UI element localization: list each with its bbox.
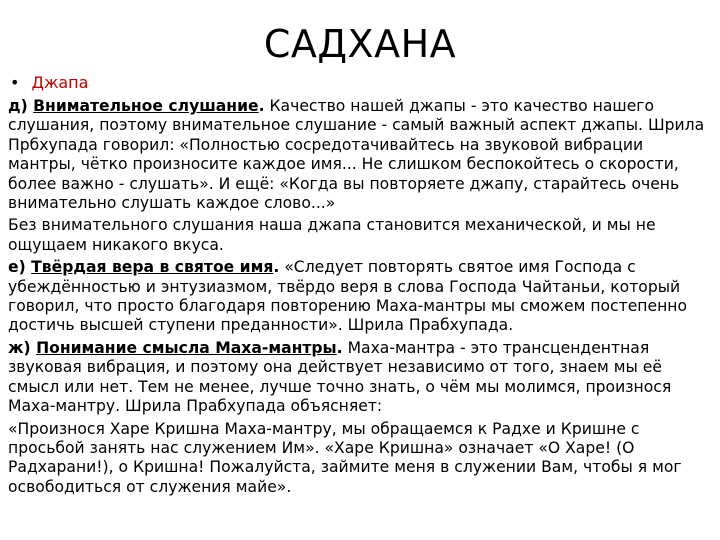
paragraph-text: «Произнося Харе Кришна Маха-мантру, мы обращаемся к Радхе и Кришне с просьбой занять нас служением Им». «Харе Кришна» означает «О Харе! (О Радхарани!), о Кришна! Пожалуйста, займите меня в служении Вам, чтобы я мог освободиться от служения майе».: [8, 419, 682, 496]
section-heading: Внимательное слушание: [33, 97, 259, 115]
section-heading: Твёрдая вера в святое имя: [31, 258, 274, 277]
paragraph-text: Маха-мантра - это трансцендентная звуковая вибрация, и поэтому она действует независимо от того, знаем мы её смысл или нет. Тем не менее, лучше точно знать, о чём мы молимся, произнося Маха-мантру. Шрила Прабхупада объясняет:: [8, 338, 672, 416]
paragraph-quote: [8, 420, 708, 498]
bullet-item-japa: [10, 73, 88, 92]
heading-dot: .: [258, 97, 265, 115]
body-text: [8, 97, 708, 500]
paragraph-text: Качество нашей джапы - это качество нашего слушания, поэтому внимательное слушание - самый важный аспект джапы. Шрила Прбхупада говорил: «Полностью сосредотачивайтесь на звуковой вибрации мантры, чётко произносите каждое имя... Не слишком беспокойтесь о скорости, более важно - слушать». И ещё: «Когда вы повторяете джапу, старайтесь очень внимательно слушать каждое слово...»: [8, 97, 705, 213]
paragraph-text: Без внимательного слушания наша джапа становится механической, и мы не ощущаем никакого вкуса.: [8, 216, 656, 254]
paragraph-prefix: ж): [8, 338, 37, 357]
bullet-label: Джапа: [31, 73, 89, 92]
paragraph-without-listening: [8, 216, 708, 255]
bullet-marker: •: [10, 73, 20, 92]
paragraph-mantra-meaning: [8, 339, 708, 417]
section-heading: Понимание смысла Маха-мантры: [36, 338, 337, 357]
slide-title: САДХАНА: [263, 22, 457, 66]
heading-dot: .: [273, 258, 280, 277]
heading-dot: .: [336, 338, 343, 357]
paragraph-text: «Следует повторять святое имя Господа с убеждённостью и энтузиазмом, твёрдо веря в слова Господа Чайтаньи, который говорил, что просто благодаря повторению Маха-мантры мы сможем постепенно достичь высшей ступени преданности». Шрила Прабхупада.: [8, 258, 688, 335]
paragraph-firm-faith: [8, 258, 708, 336]
paragraph-prefix: д): [8, 97, 34, 115]
paragraph-prefix: е): [8, 258, 32, 277]
paragraph-attentive-listening: [8, 97, 708, 213]
